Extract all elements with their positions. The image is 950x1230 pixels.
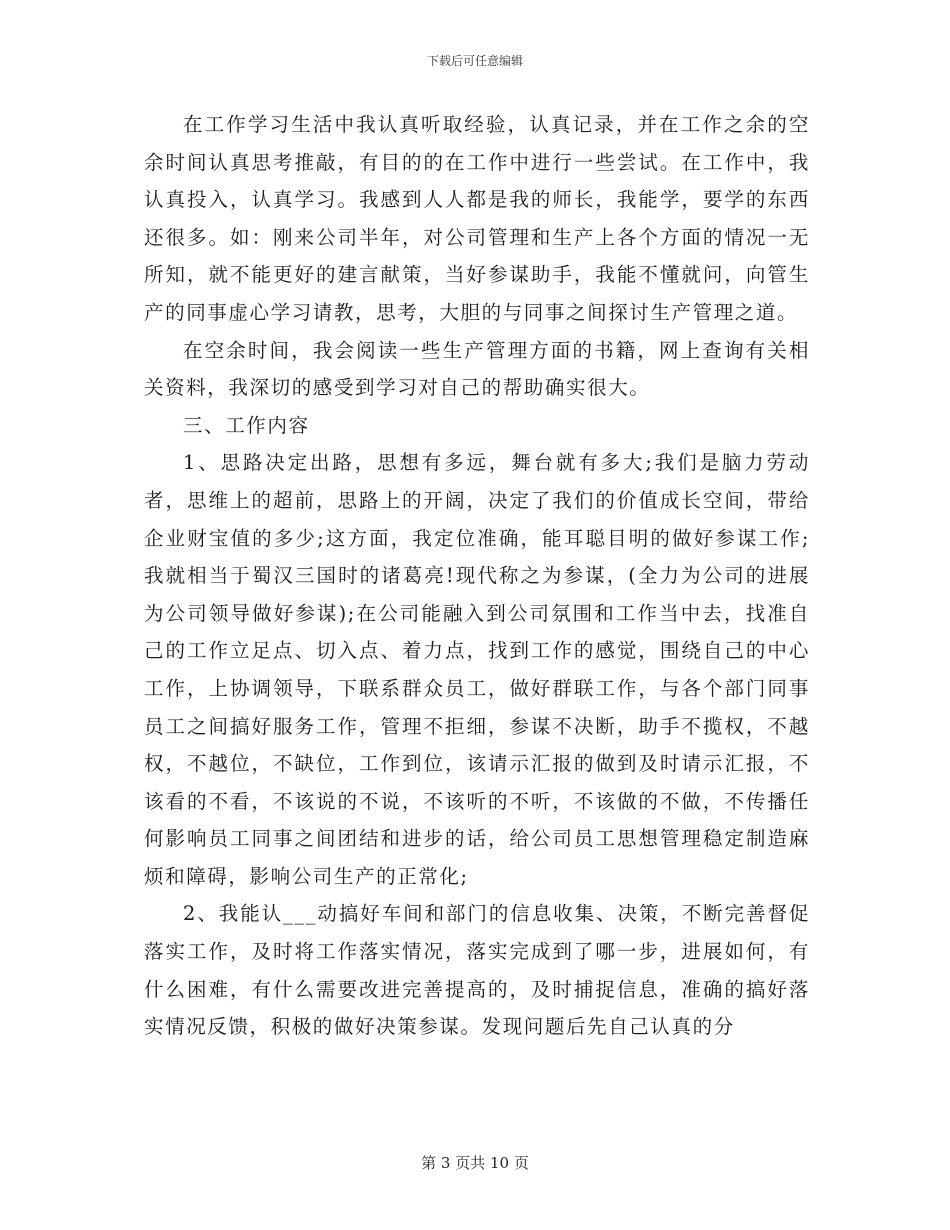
page-number: 第 3 页共 10 页 <box>421 1154 529 1172</box>
paragraph-learning: 在工作学习生活中我认真听取经验，认真记录，并在工作之余的空余时间认真思考推敲，有目的的在工作中进行一些尝试。在工作中，我认真投入，认真学习。我感到人人都是我的师长，我能学，要学的东西还很多。如：刚来公司半年，对公司管理和生产上各个方面的情况一无所知，就不能更好的建言献策，当好参谋助手，我能不懂就问，向管生产的同事虚心学习请教，思考，大胆的与同事之间探讨生产管理之道。 <box>144 113 810 324</box>
paragraph-item-1: 1、思路决定出路，思想有多远，舞台就有多大;我们是脑力劳动者，思维上的超前，思路上的开阔，决定了我们的价值成长空间，带给企业财宝值的多少;这方面，我定位准确，能耳聪目明的做好参谋工作;我就相当于蜀汉三国时的诸葛亮!现代称之为参谋，(全力为公司的进展为公司领导做好参谋);在公司能融入到公司氛围和工作当中去，找准自己的工作立足点、切入点、着力点，找到工作的感觉，围绕自己的中心工作，上协调领导，下联系群众员工，做好群联工作，与各个部门同事员工之间搞好服务工作，管理不拒细，参谋不决断，助手不揽权，不越权，不越位，不缺位，工作到位，该请示汇报的做到及时请示汇报，不该看的不看，不该说的不说，不该听的不听，不该做的不做，不传播任何影响员工同事之间团结和进步的话，给公司员工思想管理稳定制造麻烦和障碍，影响公司生产的正常化; <box>144 451 810 888</box>
page-header: 下载后可任意编辑 <box>426 54 523 68</box>
paragraph-spare-time: 在空余时间，我会阅读一些生产管理方面的书籍，网上查询有关相关资料，我深切的感受到学习对自己的帮助确实很大。 <box>144 338 810 400</box>
paragraph-item-2: 2、我能认___动搞好车间和部门的信息收集、决策，不断完善督促落实工作，及时将工作落实情况，落实完成到了哪一步，进展如何，有什么困难，有什么需要改进完善提高的，及时捕捉信息，准确的搞好落实情况反馈，积极的做好决策参谋。发现问题后先自己认真的分 <box>144 902 810 1039</box>
section-heading-work-content: 三、工作内容 <box>183 413 310 437</box>
document-body <box>144 106 810 1046</box>
